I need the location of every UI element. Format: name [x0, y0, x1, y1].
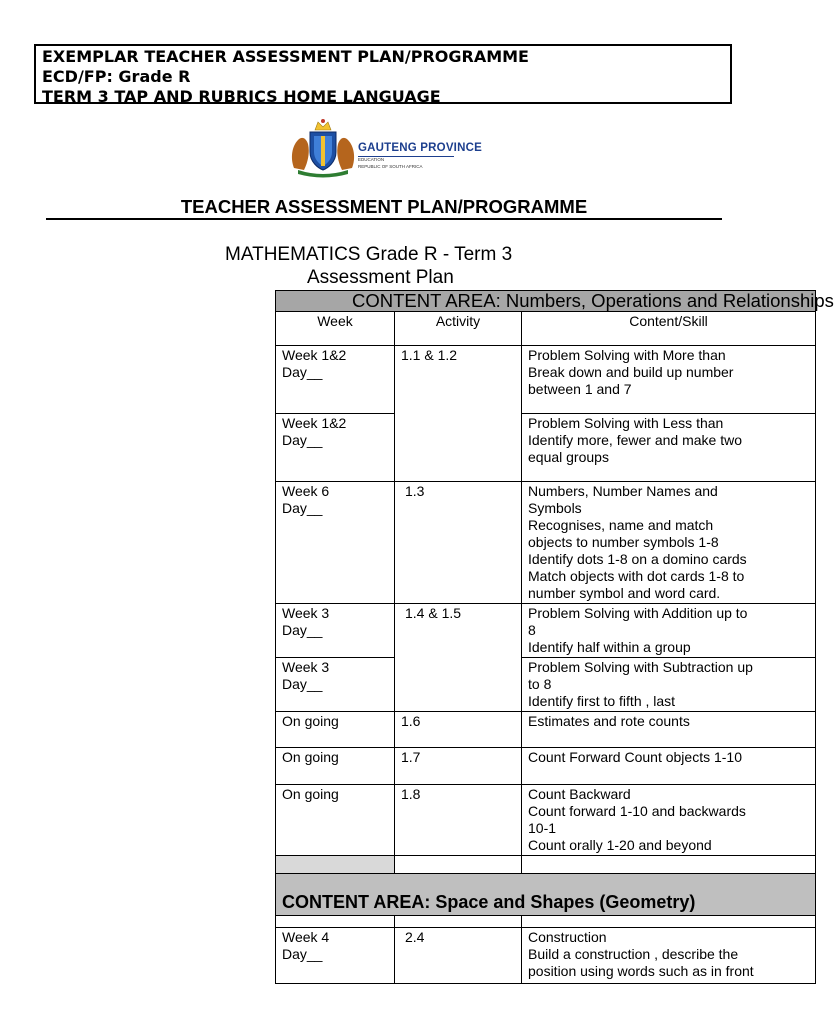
content-line: Identify more, fewer and make two	[528, 432, 742, 448]
assessment-plan-heading: Assessment Plan	[307, 267, 454, 288]
table-row	[276, 414, 816, 482]
content-line: Problem Solving with Addition up to	[528, 605, 748, 621]
content-line: Symbols	[528, 500, 582, 516]
page-title: TEACHER ASSESSMENT PLAN/PROGRAMME	[180, 196, 588, 217]
content-line: number symbol and word card.	[528, 585, 721, 601]
table-row-empty	[276, 916, 816, 928]
table-row	[276, 604, 816, 658]
activity-cell: 1.6	[395, 712, 522, 748]
content-line: Count orally 1-20 and beyond	[528, 837, 712, 853]
header-line-3: TERM 3 TAP AND RUBRICS HOME LANGUAGE	[42, 87, 441, 106]
day-cell: Day__	[282, 500, 323, 516]
week-cell: Week 4	[282, 929, 330, 945]
document-header-box	[34, 44, 732, 104]
logo-department: EDUCATION	[358, 157, 385, 162]
activity-cell: 1.1 & 1.2	[395, 346, 522, 482]
week-cell: Week 1&2	[282, 347, 347, 363]
day-cell: Day__	[282, 946, 323, 962]
content-line: Problem Solving with Subtraction up	[528, 659, 753, 675]
content-line: Match objects with dot cards 1-8 to	[528, 568, 745, 584]
table-row	[276, 658, 816, 712]
content-line: position using words such as in front	[528, 963, 754, 979]
gauteng-logo	[288, 118, 482, 178]
content-line: Identify dots 1-8 on a domino cards	[528, 551, 747, 567]
column-header-activity: Activity	[395, 312, 522, 346]
content-line: Count forward 1-10 and backwards	[528, 803, 746, 819]
table-row	[276, 748, 816, 785]
content-line: Problem Solving with Less than	[528, 415, 724, 431]
table-row	[276, 346, 816, 414]
week-cell: On going	[276, 712, 395, 748]
content-line: equal groups	[528, 449, 609, 465]
content-line: Break down and build up number	[528, 364, 734, 380]
activity-cell: 1.8	[395, 785, 522, 856]
logo-country: REPUBLIC OF SOUTH AFRICA	[358, 164, 423, 169]
table-row	[276, 785, 816, 856]
week-cell: Week 3	[282, 659, 330, 675]
content-line: to 8	[528, 676, 552, 692]
coat-of-arms-icon	[288, 118, 358, 178]
content-line: Numbers, Number Names and	[528, 483, 718, 499]
table-row	[276, 482, 816, 604]
day-cell: Day__	[282, 622, 323, 638]
title-underline	[46, 218, 722, 220]
logo-province-name: GAUTENG PROVINCE	[358, 142, 482, 154]
day-cell: Day__	[282, 432, 323, 448]
content-line: Count Forward Count objects 1-10	[522, 748, 816, 785]
table-row-empty	[276, 856, 816, 874]
table-row	[276, 712, 816, 748]
content-line: between 1 and 7	[528, 381, 632, 397]
column-header-week: Week	[276, 312, 395, 346]
content-area-numbers-heading: CONTENT AREA: Numbers, Operations and Relationships	[276, 291, 816, 312]
content-line: 8	[528, 622, 536, 638]
day-cell: Day__	[282, 364, 323, 380]
content-line: Estimates and rote counts	[522, 712, 816, 748]
subject-heading: MATHEMATICS Grade R - Term 3	[225, 244, 513, 265]
header-line-1: EXEMPLAR TEACHER ASSESSMENT PLAN/PROGRAMME	[42, 47, 529, 66]
activity-cell: 1.7	[395, 748, 522, 785]
assessment-table	[275, 290, 834, 979]
content-line: Build a construction , describe the	[528, 946, 739, 962]
content-line: objects to number symbols 1-8	[528, 534, 719, 550]
content-line: Problem Solving with More than	[528, 347, 726, 363]
week-cell: Week 6	[282, 483, 330, 499]
week-cell: Week 3	[282, 605, 330, 621]
week-cell: Week 1&2	[282, 415, 347, 431]
header-line-2: ECD/FP: Grade R	[42, 67, 191, 86]
content-line: Construction	[528, 929, 607, 945]
content-line: 10-1	[528, 820, 557, 836]
column-header-content: Content/Skill	[522, 312, 816, 346]
table-row	[276, 928, 816, 984]
content-line: Identify first to fifth , last	[528, 693, 676, 709]
content-line: Count Backward	[528, 786, 631, 802]
content-line: Identify half within a group	[528, 639, 691, 655]
activity-cell: 1.3	[395, 482, 522, 604]
content-line: Recognises, name and match	[528, 517, 714, 533]
activity-cell: 1.4 & 1.5	[395, 604, 522, 712]
day-cell: Day__	[282, 676, 323, 692]
content-area-geometry-heading: CONTENT AREA: Space and Shapes (Geometry)	[276, 874, 816, 916]
week-cell: On going	[276, 785, 395, 856]
week-cell: On going	[276, 748, 395, 785]
activity-cell: 2.4	[395, 928, 522, 984]
